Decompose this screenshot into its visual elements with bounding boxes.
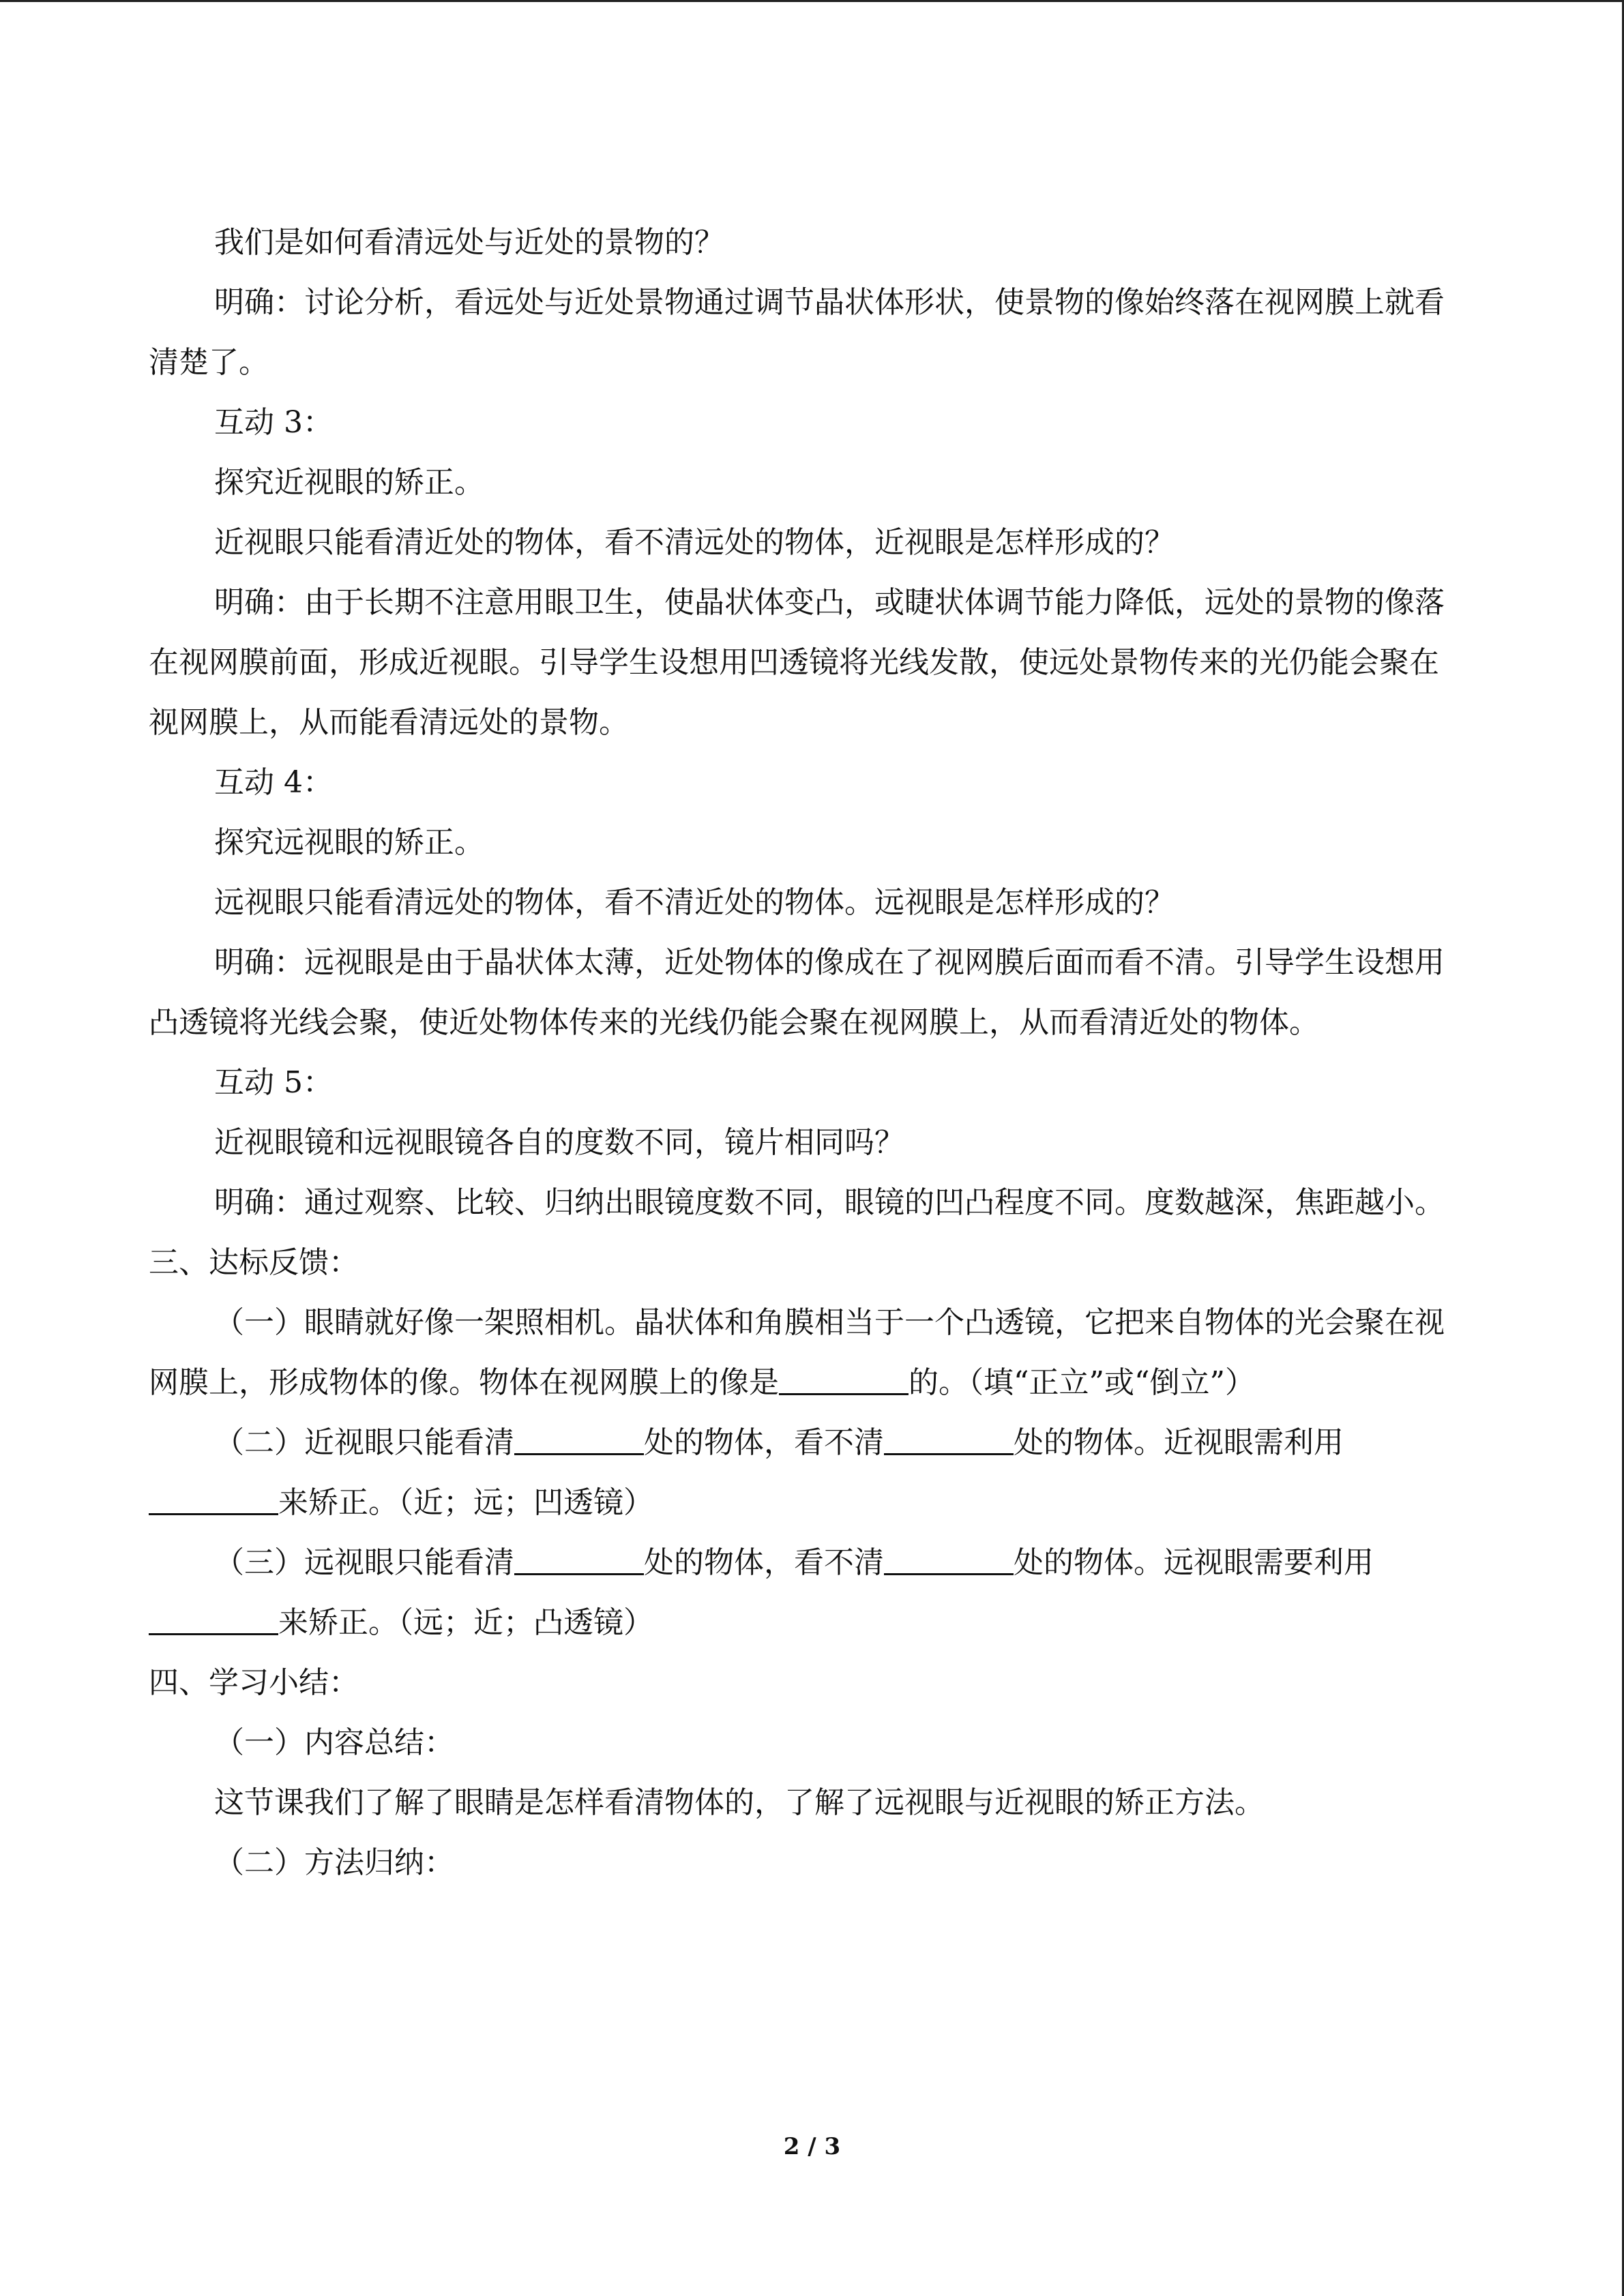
interaction-3-topic: 探究近视眼的矫正。 bbox=[214, 465, 484, 500]
interaction-3-question: 近视眼只能看清近处的物体，看不清远处的物体，近视眼是怎样形成的？ bbox=[214, 525, 1175, 560]
interaction-3-heading: 互动 3： bbox=[214, 405, 333, 440]
section-3-heading: 三、达标反馈： bbox=[149, 1245, 359, 1280]
interaction-4-question: 远视眼只能看清远处的物体，看不清近处的物体。远视眼是怎样形成的？ bbox=[214, 885, 1175, 920]
answer-blank[interactable] bbox=[884, 1546, 1014, 1575]
interaction-4-topic: 探究远视眼的矫正。 bbox=[214, 825, 484, 860]
section-4-heading: 四、学习小结： bbox=[149, 1665, 359, 1700]
summary-content-text: 这节课我们了解了眼睛是怎样看清物体的，了解了远视眼与近视眼的矫正方法。 bbox=[214, 1785, 1265, 1820]
quiz-3-text-b: 处的物体，看不清 bbox=[644, 1545, 884, 1580]
quiz-3-text-c: 处的物体。远视眼需要利用 bbox=[1014, 1545, 1374, 1580]
quiz-2-text-c: 处的物体。近视眼需利用 bbox=[1014, 1425, 1344, 1460]
paragraph-answer-focus: 明确：讨论分析，看远处与近处景物通过调节晶状体形状，使景物的像始终落在视网膜上就看清楚了。 bbox=[149, 285, 1445, 380]
quiz-question-3 bbox=[149, 1533, 1456, 1653]
answer-blank[interactable] bbox=[884, 1426, 1014, 1455]
summary-content-heading: （一）内容总结： bbox=[214, 1725, 454, 1760]
quiz-2-text-b: 处的物体，看不清 bbox=[644, 1425, 884, 1460]
document-body bbox=[149, 213, 1456, 1893]
answer-blank[interactable] bbox=[514, 1546, 644, 1575]
quiz-2-text-d: 来矫正。（近；远；凹透镜） bbox=[278, 1485, 653, 1520]
paragraph-question-how-see: 我们是如何看清远处与近处的景物的？ bbox=[214, 225, 724, 260]
quiz-1-text-b: 的。（填“正立”或“倒立”） bbox=[909, 1365, 1255, 1400]
page-number: 2 / 3 bbox=[783, 2133, 841, 2160]
interaction-4-answer: 明确：远视眼是由于晶状体太薄，近处物体的像成在了视网膜后面而看不清。引导学生设想用凸透镜将光线会聚，使近处物体传来的光线仍能会聚在视网膜上，从而看清近处的物体。 bbox=[149, 945, 1445, 1040]
answer-blank[interactable] bbox=[514, 1426, 644, 1455]
interaction-4-heading: 互动 4： bbox=[214, 765, 333, 800]
quiz-1-text-a: （一）眼睛就好像一架照相机。晶状体和角膜相当于一个凸透镜，它把来自物体的光会聚在视网膜上，形成物体的像。物体在视网膜上的像是 bbox=[149, 1305, 1445, 1400]
summary-method-heading: （二）方法归纳： bbox=[214, 1845, 454, 1880]
quiz-2-text-a: （二）近视眼只能看清 bbox=[214, 1425, 514, 1460]
quiz-question-1 bbox=[149, 1293, 1456, 1413]
answer-blank[interactable] bbox=[149, 1606, 278, 1635]
interaction-3-answer: 明确：由于长期不注意用眼卫生，使晶状体变凸，或睫状体调节能力降低，远处的景物的像落在视网膜前面，形成近视眼。引导学生设想用凹透镜将光线发散，使远处景物传来的光仍能会聚在视网膜上，从而能看清远处的景物。 bbox=[149, 585, 1445, 740]
interaction-5-question: 近视眼镜和远视眼镜各自的度数不同，镜片相同吗？ bbox=[214, 1125, 904, 1160]
quiz-question-2 bbox=[149, 1413, 1456, 1533]
answer-blank[interactable] bbox=[779, 1366, 909, 1395]
interaction-5-answer: 明确：通过观察、比较、归纳出眼镜度数不同，眼镜的凹凸程度不同。度数越深，焦距越小。 bbox=[214, 1185, 1445, 1220]
page-border-top bbox=[0, 0, 1624, 2]
answer-blank[interactable] bbox=[149, 1486, 278, 1515]
interaction-5-heading: 互动 5： bbox=[214, 1065, 333, 1100]
quiz-3-text-d: 来矫正。（远；近；凸透镜） bbox=[278, 1605, 653, 1640]
quiz-3-text-a: （三）远视眼只能看清 bbox=[214, 1545, 514, 1580]
